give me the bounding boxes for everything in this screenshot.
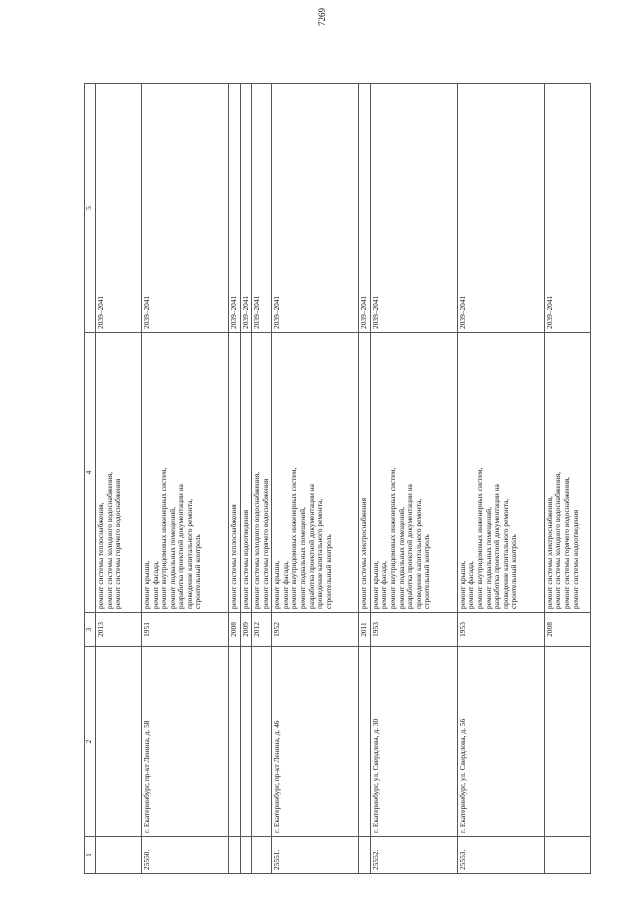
works-cell — [457, 333, 544, 613]
work-line: ремонт подвальных помещений, — [483, 507, 493, 609]
row-number-cell: 25553. — [457, 837, 544, 874]
row-number-cell: 25551. — [272, 837, 359, 874]
address-cell — [359, 647, 371, 837]
works-cell — [272, 333, 359, 613]
work-line: ремонт системы холодного водоснабжения, — [553, 472, 563, 609]
table-row — [370, 84, 457, 874]
row-number-cell — [96, 837, 142, 874]
work-line: ремонт системы электроснабжения — [359, 498, 369, 609]
table-row — [252, 84, 272, 874]
address-cell — [544, 647, 590, 837]
work-line: ремонт крыши, — [457, 560, 467, 609]
address-cell: г. Екатеринбург, ул. Свердлова, д. 30 — [370, 647, 457, 837]
work-line: ремонт системы теплоснабжения, — [96, 502, 105, 609]
work-line: проведение капитального ремонта, — [184, 498, 194, 609]
row-number-cell — [252, 837, 272, 874]
period-cell: 2039–2041 — [544, 84, 590, 333]
work-line: ремонт подвальных помещений, — [298, 507, 308, 609]
header-row — [85, 84, 96, 874]
row-number-cell — [229, 837, 241, 874]
row-number-cell — [240, 837, 252, 874]
period-cell: 2039–2041 — [272, 84, 359, 333]
work-line: ремонт системы холодного водоснабжения, — [252, 472, 262, 609]
period-cell: 2039–2041 — [370, 84, 457, 333]
work-line: ремонт внутридомовых инженерных систем, — [289, 467, 299, 609]
header-col-3: 3 — [85, 613, 96, 647]
address-cell — [252, 647, 272, 837]
work-line: ремонт фасада, — [466, 561, 476, 609]
year-cell: 2012 — [252, 613, 272, 647]
address-cell — [240, 647, 252, 837]
year-cell: 2009 — [240, 613, 252, 647]
address-cell — [229, 647, 241, 837]
year-cell: 1953 — [457, 613, 544, 647]
repair-schedule-table — [84, 83, 591, 874]
work-line: разработка проектной документации на — [492, 484, 502, 609]
works-cell — [229, 333, 241, 613]
works-cell — [96, 333, 142, 613]
work-line: ремонт внутридомовых инженерных систем, — [475, 467, 485, 609]
work-line: проведение капитального ремонта, — [500, 498, 510, 609]
page-number-text: 7269 — [317, 8, 327, 26]
work-line: ремонт системы горячего водоснабжения — [260, 478, 270, 609]
works-cell — [370, 333, 457, 613]
header-col-1: 1 — [85, 837, 96, 874]
period-cell: 2039–2041 — [359, 84, 371, 333]
rotated-table-container — [84, 84, 600, 874]
work-line: строительный контроль — [193, 534, 203, 609]
work-line: строительный контроль — [422, 534, 432, 609]
work-line: разработка проектной документации на — [306, 484, 316, 609]
work-line: разработка проектной документации на — [405, 484, 415, 609]
row-number-cell — [544, 837, 590, 874]
work-line: строительный контроль — [509, 534, 519, 609]
period-cell: 2039–2041 — [252, 84, 272, 333]
header-col-4: 4 — [85, 333, 96, 613]
period-cell: 2039–2041 — [142, 84, 229, 333]
table-body — [96, 84, 591, 874]
work-line: проведение капитального ремонта, — [413, 498, 423, 609]
work-line: ремонт системы водоотведения — [240, 509, 250, 609]
work-line: ремонт внутридомовых инженерных систем, — [388, 467, 398, 609]
table-row — [96, 84, 142, 874]
address-cell: г. Екатеринбург, пр-кт Ленина, д. 58 — [142, 647, 229, 837]
work-line: ремонт крыши, — [272, 560, 282, 609]
work-line: ремонт системы горячего водоснабжения — [113, 478, 123, 609]
year-cell: 2011 — [359, 613, 371, 647]
work-line: ремонт подвальных помещений, — [396, 507, 406, 609]
work-line: ремонт крыши, — [142, 560, 151, 609]
work-line: ремонт фасада, — [379, 561, 389, 609]
year-cell: 1951 — [142, 613, 229, 647]
work-line: ремонт фасада, — [280, 561, 290, 609]
works-cell — [240, 333, 252, 613]
address-cell: г. Екатеринбург, ул. Свердлова, д. 56 — [457, 647, 544, 837]
address-cell — [96, 647, 142, 837]
address-cell: г. Екатеринбург, пр-кт Ленина, д. 46 — [272, 647, 359, 837]
table-row — [229, 84, 241, 874]
year-cell: 1953 — [370, 613, 457, 647]
period-cell: 2039–2041 — [96, 84, 142, 333]
period-cell: 2039–2041 — [457, 84, 544, 333]
works-cell — [142, 333, 229, 613]
year-cell: 2008 — [544, 613, 590, 647]
header-col-5: 5 — [85, 84, 96, 333]
work-line: ремонт системы водоотведения — [570, 509, 580, 609]
work-line: ремонт внутридомовых инженерных систем, — [159, 467, 169, 609]
works-cell — [544, 333, 590, 613]
work-line: ремонт системы горячего водоснабжения, — [562, 476, 572, 609]
year-cell: 2008 — [229, 613, 241, 647]
table-row — [544, 84, 590, 874]
works-cell — [252, 333, 272, 613]
table-row — [359, 84, 371, 874]
work-line: ремонт фасада, — [150, 561, 160, 609]
row-number-cell: 25550. — [142, 837, 229, 874]
row-number-cell: 25552. — [370, 837, 457, 874]
work-line: ремонт системы теплоснабжения — [229, 504, 238, 609]
work-line: проведение капитального ремонта, — [315, 498, 325, 609]
row-number-cell — [359, 837, 371, 874]
works-cell — [359, 333, 371, 613]
page-number — [0, 4, 640, 24]
work-line: ремонт системы электроснабжения, — [544, 496, 554, 609]
work-line: ремонт системы холодного водоснабжения, — [104, 472, 114, 609]
header-col-2: 2 — [85, 647, 96, 837]
period-cell: 2039–2041 — [240, 84, 252, 333]
period-cell: 2039–2041 — [229, 84, 241, 333]
work-line: ремонт подвальных помещений, — [167, 507, 177, 609]
work-line: ремонт крыши, — [370, 560, 380, 609]
table-row — [457, 84, 544, 874]
work-line: строительный контроль — [323, 534, 333, 609]
table-row — [240, 84, 252, 874]
table-row — [142, 84, 229, 874]
year-cell: 2013 — [96, 613, 142, 647]
table-row — [272, 84, 359, 874]
work-line: разработка проектной документации на — [176, 484, 186, 609]
year-cell: 1952 — [272, 613, 359, 647]
